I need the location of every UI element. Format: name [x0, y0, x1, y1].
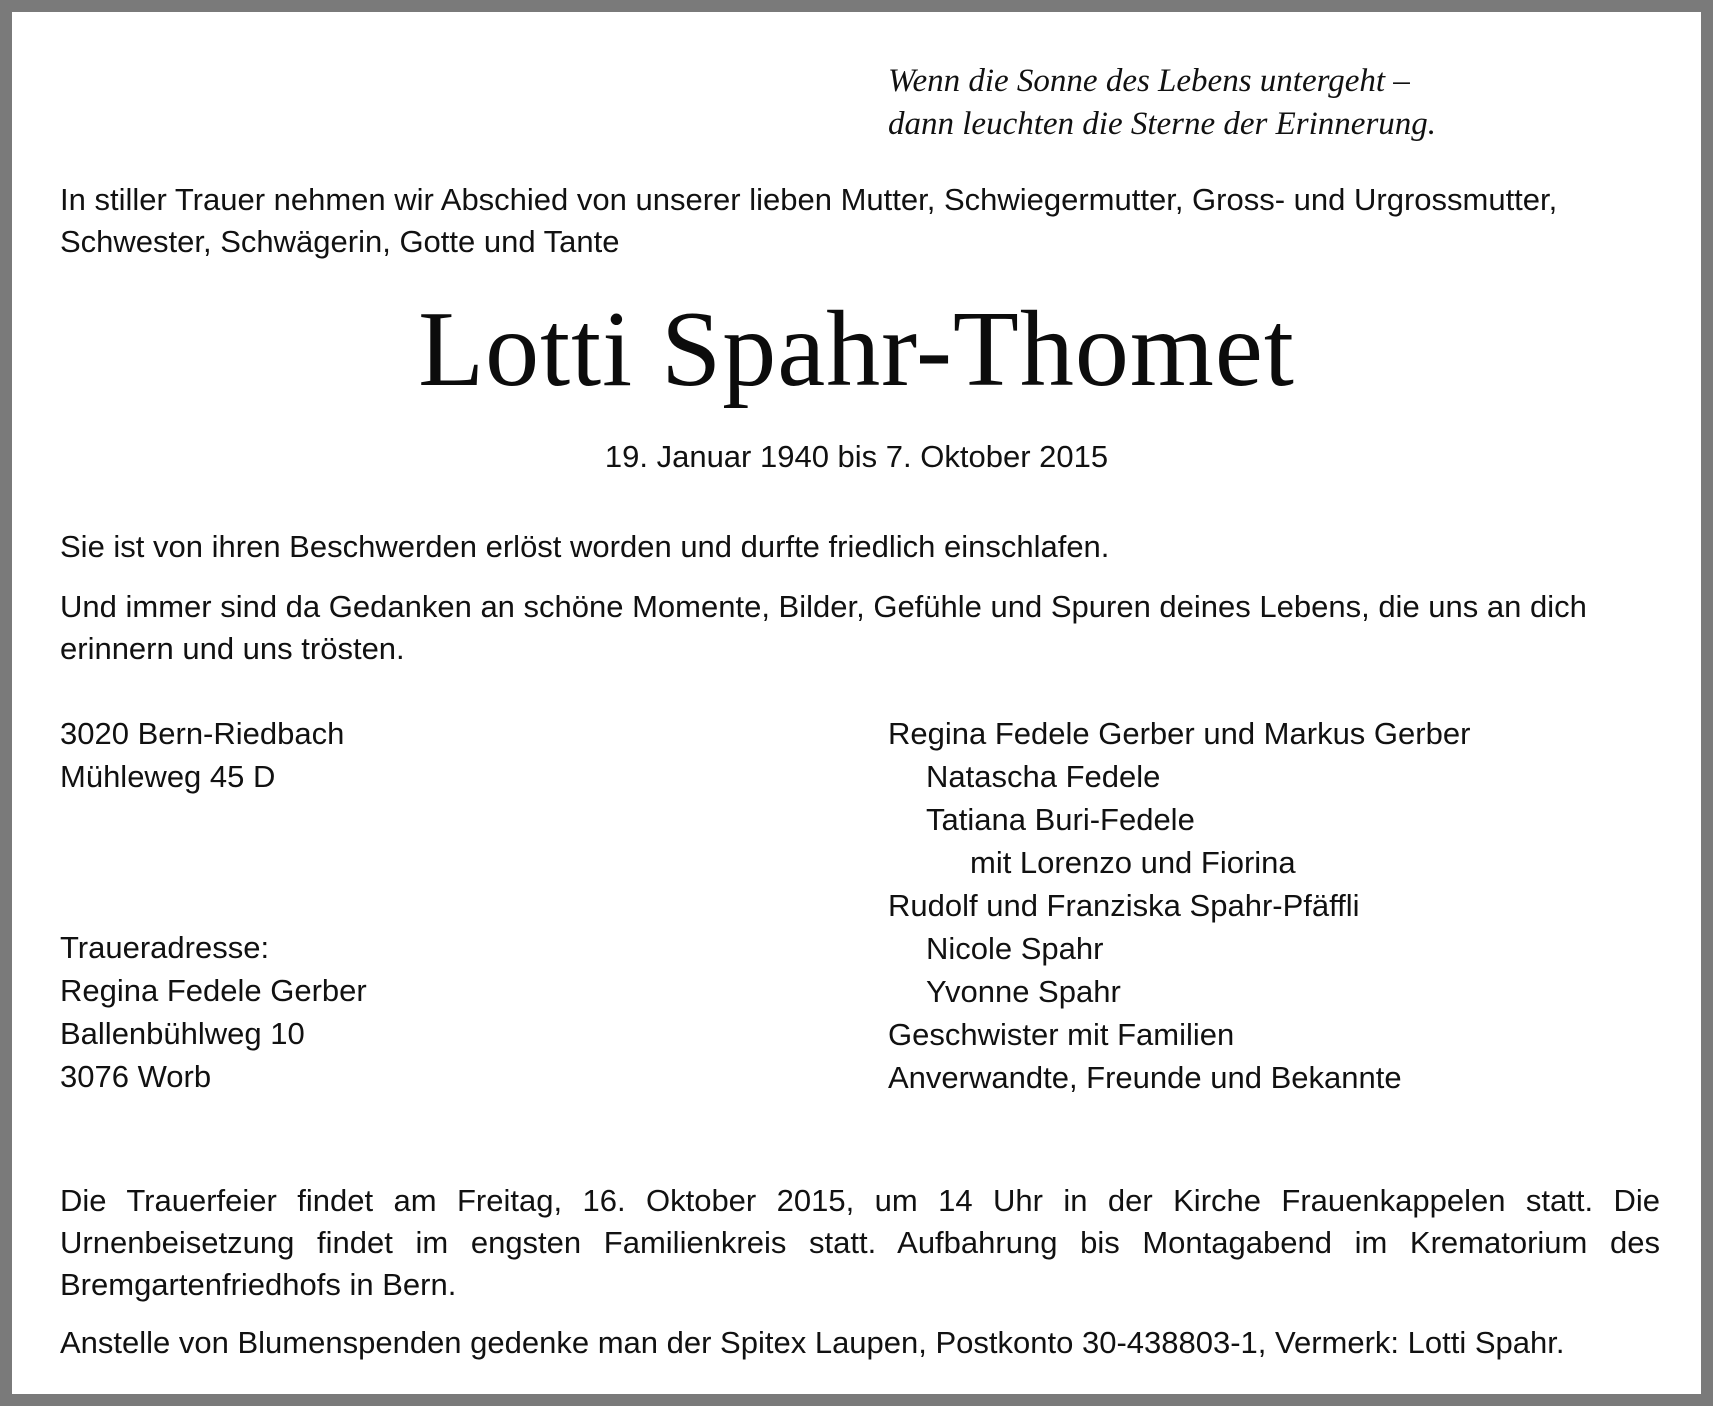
address-street: Mühleweg 45 D — [60, 759, 276, 794]
life-dates: 19. Januar 1940 bis 7. Oktober 2015 — [604, 439, 1109, 474]
ceremony-line: Bremgartenfriedhofs in Bern. — [60, 1267, 457, 1302]
address-city: 3020 Bern-Riedbach — [60, 716, 345, 751]
family-member: Anverwandte, Freunde und Bekannte — [888, 1060, 1402, 1095]
mourning-address-name: Regina Fedele Gerber — [60, 973, 367, 1008]
motto-quote — [888, 60, 1436, 146]
obituary-notice — [12, 12, 1701, 1394]
donation-note: Anstelle von Blumenspenden gedenke man der Spitex Laupen, Postkonto 30-438803-1, Vermerk: Lotti Spahr. — [60, 1325, 1565, 1360]
paragraph-line: erinnern und uns trösten. — [60, 631, 405, 666]
mourning-address-label: Traueradresse: — [60, 930, 270, 965]
family-member: Tatiana Buri-Fedele — [926, 802, 1195, 837]
ceremony-info — [60, 1180, 1660, 1306]
paragraph-memories — [60, 586, 1660, 670]
ceremony-line: Urnenbeisetzung findet im engsten Familienkreis statt. Aufbahrung bis Montagabend im Krematorium des — [60, 1225, 1660, 1260]
family-list — [888, 712, 1470, 1099]
deceased-name: Lotti Spahr-Thomet — [418, 290, 1295, 409]
paragraph-line: Und immer sind da Gedanken an schöne Momente, Bilder, Gefühle und Spuren deines Lebens, die uns an dich — [60, 589, 1587, 624]
family-member: mit Lorenzo und Fiorina — [970, 845, 1296, 880]
family-member: Regina Fedele Gerber und Markus Gerber — [888, 716, 1471, 751]
paragraph-relief: Sie ist von ihren Beschwerden erlöst worden und durfte friedlich einschlafen. — [60, 529, 1110, 564]
intro-text — [60, 179, 1660, 263]
ceremony-line: Die Trauerfeier findet am Freitag, 16. Oktober 2015, um 14 Uhr in der Kirche Frauenkappelen statt. Die — [60, 1183, 1660, 1218]
family-member: Rudolf und Franziska Spahr-Pfäffli — [888, 888, 1360, 923]
mourning-address-city: 3076 Worb — [60, 1059, 212, 1094]
motto-line: dann leuchten die Sterne der Erinnerung. — [888, 106, 1437, 142]
family-member: Yvonne Spahr — [926, 974, 1121, 1009]
intro-line: In stiller Trauer nehmen wir Abschied von unserer lieben Mutter, Schwiegermutter, Gross- und Urgrossmutter, — [60, 182, 1558, 217]
mourning-address-street: Ballenbühlweg 10 — [60, 1016, 305, 1051]
family-member: Natascha Fedele — [926, 759, 1161, 794]
intro-line: Schwester, Schwägerin, Gotte und Tante — [60, 224, 620, 259]
motto-line: Wenn die Sonne des Lebens untergeht – — [888, 63, 1410, 99]
family-member: Nicole Spahr — [926, 931, 1104, 966]
mourning-address — [60, 926, 367, 1098]
family-member: Geschwister mit Familien — [888, 1017, 1235, 1052]
home-address — [60, 712, 344, 798]
